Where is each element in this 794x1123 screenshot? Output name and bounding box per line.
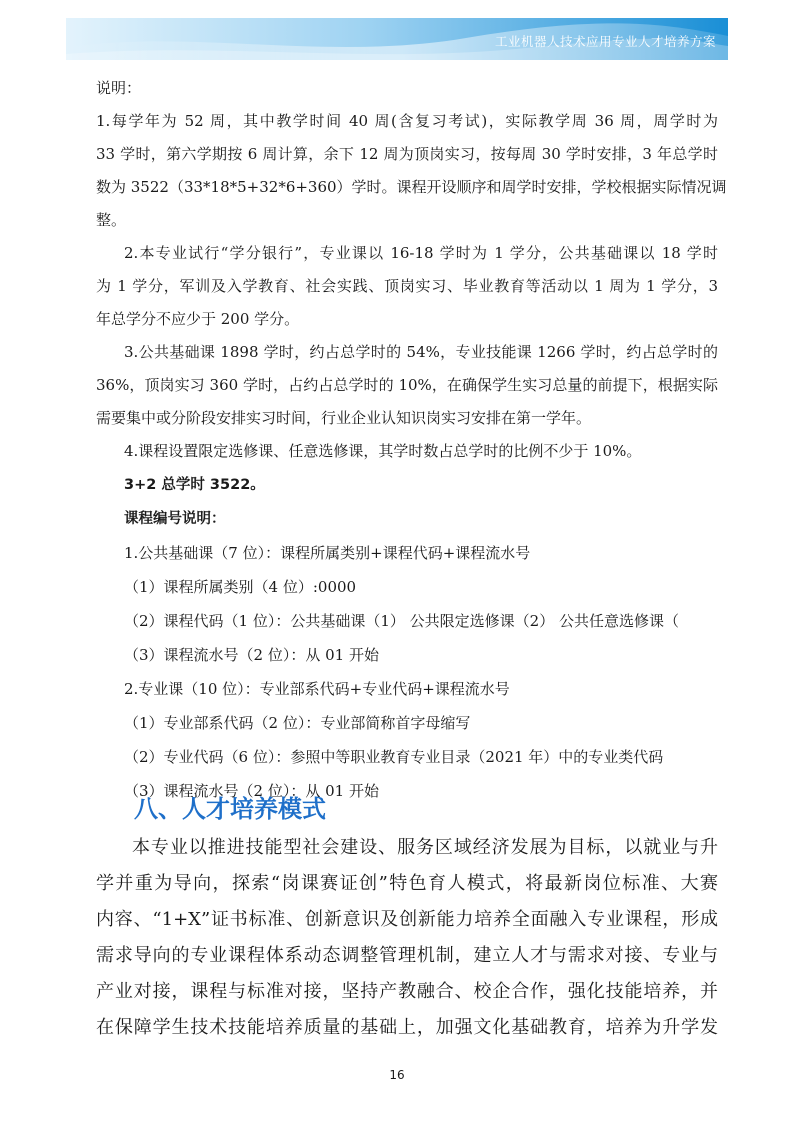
section-8-line-2: 学并重为导向，探索“岗课赛证创”特色育人模式，将最新岗位标准、大赛 — [96, 873, 718, 894]
section-8-line-3: 内容、“1+X”证书标准、创新意识及创新能力培养全面融入专业课程，形成 — [96, 909, 718, 930]
course-code-line-5: 2.专业课（10 位）：专业部系代码+专业代码+课程流水号 — [124, 680, 510, 698]
course-code-line-6: （1）专业部系代码（2 位）：专业部简称首字母缩写 — [124, 714, 471, 732]
note-1-line-4: 整。 — [96, 211, 127, 229]
total-hours: 3+2 总学时 3522。 — [124, 477, 265, 493]
course-code-title: 课程编号说明： — [124, 511, 226, 527]
note-3-line-1: 3.公共基础课 1898 学时，约占总学时的 54%，专业技能课 1266 学时，约占总学时的 — [124, 343, 718, 361]
course-code-line-7: （2）专业代码（6 位）：参照中等职业教育专业目录（2021 年）中的专业类代码 — [124, 748, 664, 766]
note-1-line-3: 数为 3522（33*18*5+32*6+360）学时。课程开设顺序和周学时安排，学校根据实际情况调 — [96, 178, 727, 196]
note-1-line-1: 1.每学年为 52 周，其中教学时间 40 周(含复习考试)，实际教学周 36 周，周学时为 — [96, 112, 718, 130]
note-3-line-3: 需要集中或分阶段安排实习时间，行业企业认知识岗实习安排在第一学年。 — [96, 409, 592, 427]
course-code-line-8: （3）课程流水号（2 位）：从 01 开始 — [124, 782, 379, 800]
header-title: 工业机器人技术应用专业人才培养方案 — [494, 34, 716, 49]
section-8-heading: 八、人才培养模式 — [134, 795, 326, 823]
section-8-line-4: 需求导向的专业课程体系动态调整管理机制，建立人才与需求对接、专业与 — [96, 945, 718, 966]
course-code-line-3: （2）课程代码（1 位）：公共基础课（1） 公共限定选修课（2） 公共任意选修课（ — [124, 612, 679, 630]
note-4: 4.课程设置限定选修课、任意选修课，其学时数占总学时的比例不少于 10%。 — [124, 442, 642, 460]
course-code-line-2: （1）课程所属类别（4 位）:0000 — [124, 578, 357, 596]
section-8-line-5: 产业对接，课程与标准对接，坚持产教融合、校企合作，强化技能培养，并 — [96, 981, 718, 1002]
course-code-line-4: （3）课程流水号（2 位）：从 01 开始 — [124, 646, 379, 664]
note-2-line-1: 2.本专业试行“学分银行”，专业课以 16-18 学时为 1 学分，公共基础课以 18 学时 — [124, 244, 718, 262]
note-2-line-3: 年总学分不应少于 200 学分。 — [96, 310, 300, 328]
note-2-line-2: 为 1 学分，军训及入学教育、社会实践、顶岗实习、毕业教育等活动以 1 周为 1 学分，3 — [96, 277, 718, 295]
note-3-line-2: 36%，顶岗实习 360 学时，占约占总学时的 10%，在确保学生实习总量的前提下，根据实际 — [96, 376, 718, 394]
section-8-line-1: 本专业以推进技能型社会建设、服务区域经济发展为目标，以就业与升 — [132, 837, 718, 858]
page-number: 16 — [389, 1068, 405, 1082]
header-banner — [66, 18, 728, 60]
notes-label: 说明： — [96, 79, 142, 97]
section-8-line-6: 在保障学生技术技能培养质量的基础上，加强文化基础教育，培养为升学发 — [96, 1017, 718, 1038]
course-code-line-1: 1.公共基础课（7 位）：课程所属类别+课程代码+课程流水号 — [124, 544, 531, 562]
note-1-line-2: 33 学时，第六学期按 6 周计算，余下 12 周为顶岗实习，按每周 30 学时安排，3 年总学时 — [96, 145, 718, 163]
